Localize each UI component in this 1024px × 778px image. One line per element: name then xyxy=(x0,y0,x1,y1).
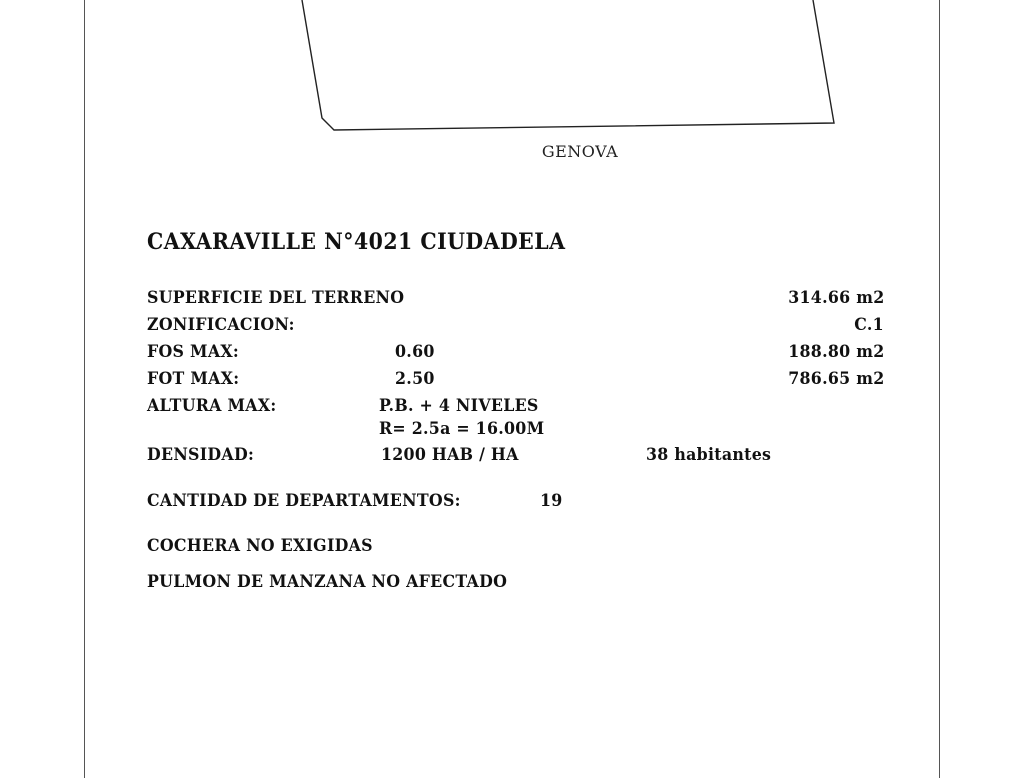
page-title: CAXARAVILLE N°4021 CIUDADELA xyxy=(147,229,566,255)
fos-label: FOS MAX: xyxy=(147,342,240,362)
lot-outline-drawing xyxy=(0,0,1024,140)
zonificacion-label: ZONIFICACION: xyxy=(147,315,295,335)
altura-label: ALTURA MAX: xyxy=(147,396,277,416)
fos-value: 188.80 m2 xyxy=(787,342,884,362)
densidad-label: DENSIDAD: xyxy=(147,445,255,465)
superficie-label: SUPERFICIE DEL TERRENO xyxy=(147,288,405,308)
departamentos-value: 19 xyxy=(540,491,563,511)
pulmon-note: PULMON DE MANZANA NO AFECTADO xyxy=(147,572,508,592)
densidad-value: 38 habitantes xyxy=(646,445,772,465)
cochera-note: COCHERA NO EXIGIDAS xyxy=(147,536,373,556)
densidad-factor: 1200 HAB / HA xyxy=(381,445,519,465)
lot-outline xyxy=(302,0,834,130)
fos-factor: 0.60 xyxy=(395,342,435,362)
zonificacion-value: C.1 xyxy=(854,315,884,335)
altura-line2: R= 2.5a = 16.00M xyxy=(379,419,545,439)
fot-factor: 2.50 xyxy=(395,369,435,389)
superficie-value: 314.66 m2 xyxy=(787,288,884,308)
altura-line1: P.B. + 4 NIVELES xyxy=(379,396,539,416)
departamentos-label: CANTIDAD DE DEPARTAMENTOS: xyxy=(147,491,461,511)
fot-value: 786.65 m2 xyxy=(787,369,884,389)
street-label: GENOVA xyxy=(541,142,619,161)
fot-label: FOT MAX: xyxy=(147,369,240,389)
